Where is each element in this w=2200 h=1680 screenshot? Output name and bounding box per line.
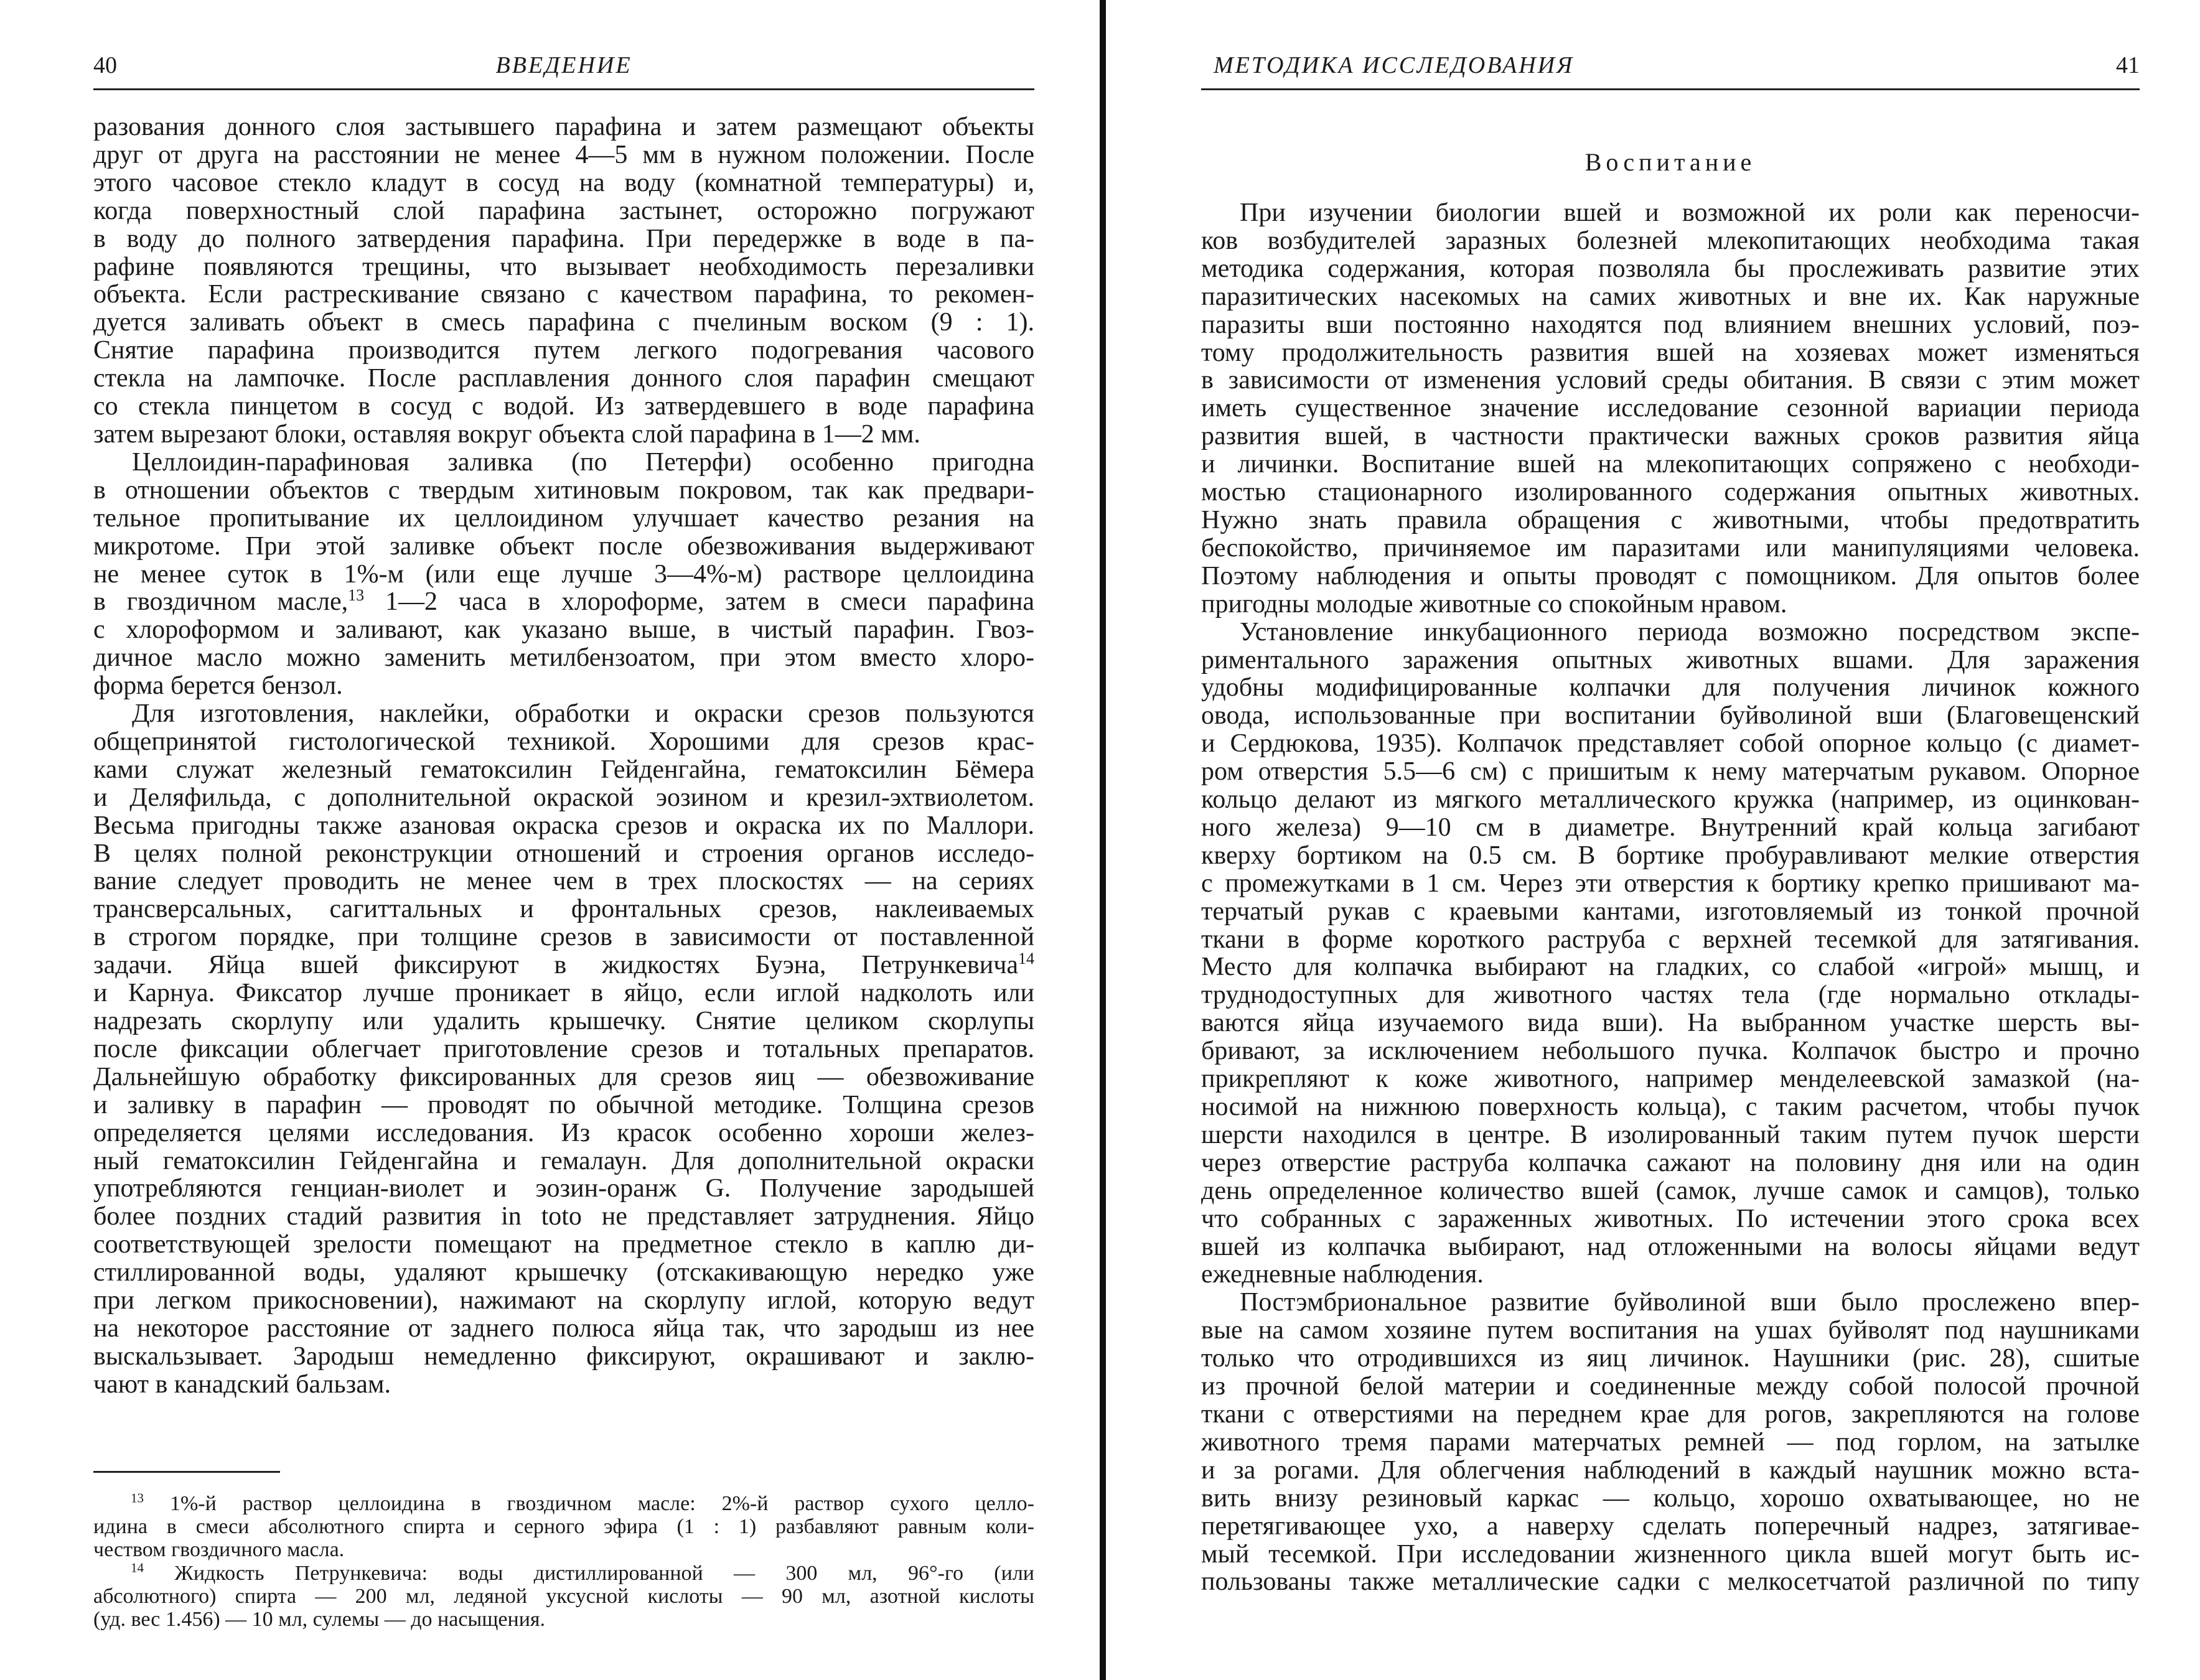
line-text: вшей из колпачка выбирают, над отложенными на волосы яйцами ведут: [1201, 1233, 2140, 1261]
body-line: [1201, 227, 2140, 255]
body-line: [1201, 562, 2140, 590]
body-line: [93, 923, 1034, 951]
body-line: [93, 1287, 1034, 1315]
line-text: ежедневные наблюдения.: [1201, 1261, 1484, 1289]
body-line: [93, 197, 1034, 225]
line-text: что собранных с зараженных животных. По истечении этого срока всех: [1201, 1205, 2140, 1233]
footnote-line: [93, 1585, 1034, 1608]
line-text: с промежутками в 1 см. Через эти отверстия к бортику крепко пришивают ма-: [1201, 869, 2140, 898]
line-text: абсолютного) спирта — 200 мл, ледяной уксусной кислоты — 90 мл, азотной кислоты: [93, 1584, 1034, 1608]
body-line: [93, 1203, 1034, 1231]
footnote-line: [93, 1492, 1034, 1515]
body-line: [93, 281, 1034, 309]
line-text: рафине появляются трещины, что вызывает необходимость перезаливки: [93, 253, 1034, 281]
line-text: мый тесемкой. При исследовании жизненного цикла вшей могут быть ис-: [1201, 1540, 2140, 1569]
line-text: ный гематоксилин Гейденгайна и гемалаун. Для дополнительной окраски: [93, 1147, 1034, 1175]
body-line: [93, 1147, 1034, 1175]
body-line: [93, 365, 1034, 393]
line-text: ткани с отверстиями на переднем крае для рогов, закрепляются на голове: [1201, 1400, 2140, 1429]
body-line: [93, 1175, 1034, 1203]
body-line: [1201, 618, 2140, 646]
body-line: [1201, 926, 2140, 954]
line-text: стекла на лампочке. После расплавления донного слоя парафин смещают: [93, 365, 1034, 393]
body-line: [1201, 1037, 2140, 1065]
footnote-rule: [93, 1471, 280, 1473]
body-line: [93, 1007, 1034, 1035]
line-text: когда поверхностный слой парафина застынет, осторожно погружают: [93, 197, 1034, 225]
line-text: ваются яйца изучаемого вида вши). На выбранном участке шерсть вы-: [1201, 1009, 2140, 1038]
line-text: тельное пропитывание их целлоидином улучшает качество резания на: [93, 504, 1034, 533]
line-text: и за рогами. Для облегчения наблюдений в каждый наушник можно вста-: [1201, 1456, 2140, 1485]
body-line: [93, 337, 1034, 365]
line-text: употребляются генциан-виолет и эозин-оранж G. Получение зародышей: [93, 1175, 1034, 1203]
right-page-number: 41: [2116, 52, 2140, 78]
right-page: [1106, 0, 2200, 1680]
line-text: При изучении биологии вшей и возможной их роли как переносчи-: [1240, 199, 2140, 227]
line-text: развития вшей, в частности практически важных сроков развития яйца: [1201, 422, 2140, 451]
line-text: Снятие парафина производится путем легкого подогревания часового: [93, 337, 1034, 365]
body-line: [1201, 870, 2140, 898]
line-text: животного тремя парами матерчатых ремней — под горлом, на затылке: [1201, 1428, 2140, 1457]
line-text: Жидкость Петрункевича: воды дистиллированной — 300 мл, 96°-го (или: [144, 1561, 1034, 1585]
body-line: [1201, 1513, 2140, 1541]
body-line: [93, 867, 1034, 895]
line-text: вание следует проводить не менее чем в трех плоскостях — на сериях: [93, 867, 1034, 896]
line-text: ткани в форме короткого раструба с верхней тесемкой для затягивания.: [1201, 925, 2140, 954]
body-line: [1201, 1457, 2140, 1485]
line-text: риментального заражения опытных животных вшами. Для заражения: [1201, 646, 2140, 674]
body-line: [93, 1091, 1034, 1119]
line-text: мостью стационарного изолированного содержания опытных животных.: [1201, 478, 2140, 506]
body-line: [1201, 1261, 2140, 1289]
body-line: [1201, 730, 2140, 758]
body-line: [93, 1231, 1034, 1259]
line-text: прикрепляют к коже животного, например менделеевской замазкой (на-: [1201, 1065, 2140, 1093]
body-line: [93, 169, 1034, 197]
line-text: дичное масло можно заменить метилбензоатом, при этом вместо хлоро-: [93, 644, 1034, 673]
body-line: [93, 728, 1034, 756]
body-line: [1201, 366, 2140, 394]
line-text: паразиты вши постоянно находятся под влиянием внешних условий, поэ-: [1201, 310, 2140, 339]
body-line: [93, 505, 1034, 533]
line-text: этого часовое стекло кладут в сосуд на воду (комнатной температуры) и,: [93, 169, 1034, 197]
body-line: [93, 533, 1034, 561]
line-text: Дальнейшую обработку фиксированных для срезов яиц — обезвоживание: [93, 1063, 1034, 1091]
body-line: [1201, 981, 2140, 1009]
line-text: тому продолжительность развития вшей на хозяевах может изменяться: [1201, 338, 2140, 367]
line-text: овода, использованные при воспитании буйволиной вши (Благовещенский: [1201, 702, 2140, 730]
body-line: [93, 141, 1034, 169]
body-line: [93, 1315, 1034, 1343]
body-line: [93, 951, 1034, 979]
line-text: более поздних стадий развития in toto не представляет затруднения. Яйцо: [93, 1203, 1034, 1231]
body-line: [93, 449, 1034, 477]
section-title: Воспитание: [1584, 148, 1756, 176]
body-line: [93, 756, 1034, 784]
body-line: [93, 393, 1034, 421]
body-line: [1201, 1317, 2140, 1345]
body-line: [93, 840, 1034, 868]
line-text: Целлоидин-парафиновая заливка (по Петерфи) особенно пригодна: [132, 448, 1034, 477]
line-text: друг от друга на расстоянии не менее 4—5 мм в нужном положении. После: [93, 141, 1034, 169]
body-line: [1201, 953, 2140, 981]
left-running-head: [93, 45, 1034, 90]
line-text: 1%-й раствор целлоидина в гвоздичном масле: 2%-й раствор сухого целло-: [144, 1492, 1034, 1515]
body-line: [93, 700, 1034, 728]
body-line: [1201, 534, 2140, 562]
line-text: день определенное количество вшей (самок, лучше самок и самцов), только: [1201, 1177, 2140, 1205]
footnote-reference: 13: [348, 588, 365, 605]
body-line: [1201, 1093, 2140, 1121]
line-text: в строгом порядке, при толщине срезов в зависимости от поставленной: [93, 923, 1034, 952]
body-line: [93, 1119, 1034, 1147]
body-line: [1201, 814, 2140, 842]
body-line: [1201, 1149, 2140, 1177]
body-line: [1201, 1121, 2140, 1149]
line-text: и заливку в парафин — проводят по обычной методике. Толщина срезов: [93, 1091, 1034, 1119]
line-text: труднодоступных для животного частях тела (где нормально отклады-: [1201, 981, 2140, 1010]
body-line: [1201, 478, 2140, 506]
body-line: [93, 644, 1034, 672]
line-text: микротоме. При этой заливке объект после обезвоживания выдерживают: [93, 532, 1034, 561]
body-line: [1201, 283, 2140, 311]
body-line: [93, 672, 1034, 700]
line-text: ками служат железный гематоксилин Гейденгайна, гематоксилин Бёмера: [93, 755, 1034, 784]
line-text: беспокойство, причиняемое им паразитами или манипуляциями человека.: [1201, 534, 2140, 562]
line-text: и личинки. Воспитание вшей на млекопитающих сопряжено с необходи-: [1201, 450, 2140, 479]
line-text: шерсти находился в центре. В изолированный таким путем пучок шерсти: [1201, 1121, 2140, 1149]
line-text: только что отродившихся из яиц личинок. Наушники (рис. 28), сшитые: [1201, 1345, 2140, 1373]
line-text: носимой на нижнюю поверхность кольца), с таким расчетом, чтобы пучок: [1201, 1093, 2140, 1121]
right-body-text: [1201, 199, 2140, 1596]
body-line: [1201, 1429, 2140, 1457]
line-text: кверху бортиком на 0.5 см. В бортике пробуравливают мелкие отверстия: [1201, 841, 2140, 870]
line-text: ром отверстия 5.5—6 см) с пришитым к нему матерчатым рукавом. Опорное: [1201, 758, 2140, 786]
body-line: [93, 895, 1034, 923]
line-text: разования донного слоя застывшего парафина и затем размещают объекты: [93, 113, 1034, 141]
line-text: бривают, за исключением небольшого пучка. Колпачок быстро и прочно: [1201, 1037, 2140, 1066]
line-text: Нужно знать правила обращения с животными, чтобы предотвратить: [1201, 506, 2140, 534]
footnote-line: [93, 1515, 1034, 1538]
body-line: [1201, 1289, 2140, 1317]
line-text: общепринятой гистологической техникой. Хорошими для срезов крас-: [93, 727, 1034, 756]
body-line: [93, 616, 1034, 644]
line-text: вить внизу резиновый каркас — кольцо, хорошо охватывающее, но не: [1201, 1484, 2140, 1513]
line-text: из прочной белой материи и соединенные между собой полосой прочной: [1201, 1373, 2140, 1401]
line-text: чеством гвоздичного масла.: [93, 1538, 345, 1562]
body-line: [1201, 786, 2140, 814]
body-line: [1201, 1009, 2140, 1037]
line-text: при легком прикосновении), нажимают на скорлупу иглой, которую ведут: [93, 1287, 1034, 1315]
line-text: со стекла пинцетом в сосуд с водой. Из затвердевшего в воде парафина: [93, 393, 1034, 421]
body-line: [1201, 1401, 2140, 1429]
body-line: [1201, 1065, 2140, 1093]
body-line: [93, 561, 1034, 589]
line-text: стиллированной воды, удаляют крышечку (отскакивающую нередко уже: [93, 1259, 1034, 1287]
line-text: идина в смеси абсолютного спирта и серного эфира (1 : 1) разбавляют равным коли-: [93, 1515, 1034, 1539]
right-running-head: [1201, 45, 2140, 90]
body-line: [93, 309, 1034, 337]
line-text: определяется целями исследования. Из красок особенно хороши желез-: [93, 1119, 1034, 1147]
body-line: [1201, 255, 2140, 283]
body-line: [1201, 339, 2140, 367]
body-line: [1201, 1485, 2140, 1513]
body-line: [1201, 1205, 2140, 1233]
line-text: паразитических насекомых на самих животных и вне их. Как наружные: [1201, 282, 2140, 311]
line-text: в отношении объектов с твердым хитиновым покровом, так как предвари-: [93, 476, 1034, 505]
body-line: [1201, 842, 2140, 870]
body-line: [1201, 590, 2140, 618]
line-text: кольцо делают из мягкого металлического кружка (например, из оцинкован-: [1201, 786, 2140, 814]
line-text: удобны модифицированные колпачки для получения личинок кожного: [1201, 674, 2140, 702]
line-text: вые на самом хозяине путем воспитания на ушах буйволят под наушниками: [1201, 1317, 2140, 1345]
footnote-line: [93, 1538, 1034, 1561]
line-text: 1—2 часа в хлороформе, затем в смеси парафина: [364, 588, 1034, 617]
body-line: [93, 421, 1034, 449]
line-text: трансверсальных, сагиттальных и фронтальных срезов, наклеиваемых: [93, 895, 1034, 924]
line-text: на некоторое расстояние от заднего полюса яйца так, что зародыш из нее: [93, 1314, 1034, 1343]
body-line: [93, 1063, 1034, 1091]
line-text: выскальзывает. Зародыш немедленно фиксируют, окрашивают и заклю-: [93, 1342, 1034, 1371]
line-text: Поэтому наблюдения и опыты проводят с помощником. Для опытов более: [1201, 562, 2140, 590]
line-text: ного железа) 9—10 см в диаметре. Внутренний край кольца загибают: [1201, 813, 2140, 842]
line-text: чают в канадский бальзам.: [93, 1370, 391, 1399]
line-text: через отверстие раструба колпачка сажают на половину дня или на один: [1201, 1149, 2140, 1177]
line-text: и Сердюкова, 1935). Колпачок представляет собой опорное кольцо (с диамет-: [1201, 730, 2140, 758]
footnote-reference: 14: [1018, 951, 1034, 968]
right-running-title: МЕТОДИКА ИССЛЕДОВАНИЯ: [1214, 52, 1575, 78]
line-text: методика содержания, которая позволяла бы прослеживать развитие этих: [1201, 254, 2140, 283]
body-line: [1201, 450, 2140, 478]
body-line: [93, 1035, 1034, 1063]
body-line: [93, 113, 1034, 141]
line-text: объекта. Если растрескивание связано с качеством парафина, то рекомен-: [93, 281, 1034, 309]
body-line: [93, 1343, 1034, 1371]
line-text: Для изготовления, наклейки, обработки и окраски срезов пользуются: [132, 700, 1034, 728]
body-line: [1201, 758, 2140, 786]
line-text: пригодны молодые животные со спокойным нравом.: [1201, 590, 1787, 618]
body-line: [1201, 1177, 2140, 1205]
line-text: затем вырезают блоки, оставляя вокруг объекта слой парафина в 1—2 мм.: [93, 420, 920, 449]
body-line: [93, 477, 1034, 505]
line-text: с хлороформом и заливают, как указано выше, в чистый парафин. Гвоз-: [93, 616, 1034, 645]
body-line: [93, 812, 1034, 840]
line-text: в гвоздичном масле,: [93, 588, 349, 617]
line-text: Постэмбриональное развитие буйволиной вши было прослежено впер-: [1240, 1289, 2140, 1317]
body-line: [1201, 674, 2140, 702]
body-line: [1201, 1345, 2140, 1373]
body-line: [93, 1259, 1034, 1287]
body-line: [1201, 1568, 2140, 1596]
left-running-title: ВВЕДЕНИЕ: [495, 52, 632, 78]
line-text: иметь существенное значение исследование сезонной вариации периода: [1201, 394, 2140, 423]
line-text: в воду до полного затвердения парафина. При передержке в воде в па-: [93, 225, 1034, 253]
footnote-line: [93, 1608, 1034, 1631]
line-text: пользованы также металлические садки с мелкосетчатой различной по типу: [1201, 1568, 2140, 1597]
line-text: не менее суток в 1%-м (или еще лучше 3—4%-м) растворе целлоидина: [93, 560, 1034, 589]
line-text: Весьма пригодны также азановая окраска срезов и окраска их по Маллори.: [93, 811, 1034, 840]
book-spine: [1100, 0, 1106, 1680]
line-text: и Деляфильда, с дополнительной окраской эозином и крезил-эхтвиолетом.: [93, 783, 1034, 812]
body-line: [93, 784, 1034, 812]
line-text: и Карнуа. Фиксатор лучше проникает в яйцо, если иглой надколоть или: [93, 979, 1034, 1007]
footnote-marker: 14: [131, 1561, 144, 1575]
body-line: [1201, 1373, 2140, 1401]
body-line: [93, 225, 1034, 253]
body-line: [1201, 898, 2140, 926]
body-line: [93, 253, 1034, 281]
line-text: надрезать скорлупу или удалить крышечку. Снятие целиком скорлупы: [93, 1007, 1034, 1035]
line-text: в зависимости от изменения условий среды обитания. В связи с этим может: [1201, 366, 2140, 395]
body-line: [1201, 422, 2140, 450]
body-line: [93, 1371, 1034, 1399]
line-text: (уд. вес 1.456) — 10 мл, сулемы — до насыщения.: [93, 1608, 546, 1631]
line-text: после фиксации облегчает приготовление срезов и тотальных препаратов.: [93, 1035, 1034, 1063]
body-line: [1201, 646, 2140, 674]
body-line: [1201, 394, 2140, 422]
body-line: [1201, 506, 2140, 534]
footnote-marker: 13: [131, 1492, 144, 1506]
line-text: Установление инкубационного периода возможно посредством экспе-: [1240, 618, 2140, 646]
body-line: [1201, 1233, 2140, 1261]
body-line: [1201, 311, 2140, 339]
body-line: [93, 588, 1034, 616]
line-text: ков возбудителей заразных болезней млекопитающих необходима такая: [1201, 226, 2140, 255]
line-text: задачи. Яйца вшей фиксируют в жидкостях Буэна, Петрункевича: [93, 951, 1018, 980]
footnote-line: [93, 1562, 1034, 1585]
line-text: форма берется бензол.: [93, 672, 343, 701]
body-line: [1201, 199, 2140, 227]
line-text: соответствующей зрелости помещают на предметное стекло в каплю ди-: [93, 1231, 1034, 1259]
line-text: перетягивающее ухо, а наверху сделать поперечный надрез, затягивае-: [1201, 1512, 2140, 1541]
line-text: дуется заливать объект в смесь парафина с пчелиным воском (9 : 1).: [93, 309, 1034, 337]
left-body-text: [93, 113, 1034, 1399]
body-line: [1201, 702, 2140, 730]
left-footnotes: [93, 1492, 1034, 1631]
line-text: В целях полной реконструкции отношений и строения органов исследо-: [93, 839, 1034, 868]
line-text: терчатый рукав с краевыми кантами, изготовляемый из тонкой прочной: [1201, 897, 2140, 926]
body-line: [1201, 1541, 2140, 1569]
body-line: [93, 979, 1034, 1007]
line-text: Место для колпачка выбирают на гладких, со слабой «игрой» мышц, и: [1201, 953, 2140, 982]
left-page-number: 40: [93, 52, 117, 78]
